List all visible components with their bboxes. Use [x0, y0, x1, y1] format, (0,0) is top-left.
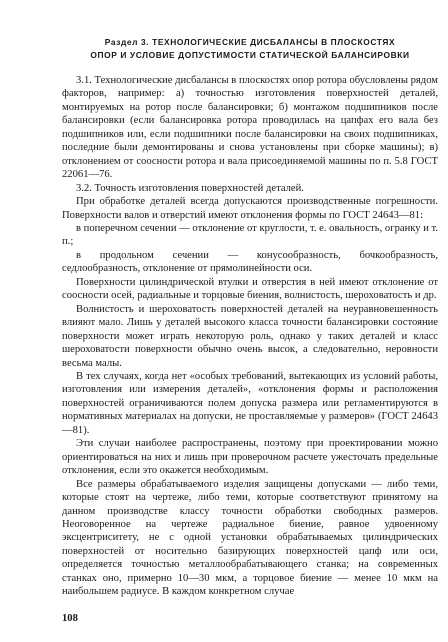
paragraph: Волнистость и шероховатость поверхностей деталей на неуравновешенность влияют мало. Лишь у деталей высокого класса точности балансировки состояние поверхности может играть некоторую роль, однако у таких деталей и класс шероховатости поверхности обычно очень высок, а следовательно, неровности весьма малы.: [62, 303, 438, 369]
paragraph: в продольном сечении — конусообразность, бочкообразность, седлообразность, отклонение от прямолинейности оси.: [62, 249, 438, 275]
paragraph: в поперечном сечении — отклонение от круглости, т. е. овальность, огранку и т. п.;: [62, 222, 438, 248]
paragraph: Эти случаи наиболее распространены, поэтому при проектировании можно ориентироваться на них и лишь при проверочном расчете ужесточать предельные отклонения, если это окажется необходимым.: [62, 438, 438, 477]
paragraph: В тех случаях, когда нет «особых требований, вытекающих из условий работы, изготовления или измерения деталей», «отклонения формы и расположения поверхностей ограничиваются полем допуска размера или регламентируются в нормативных материалах на допуски, не проставляемые у размеров» (ГОСТ 24643—81).: [62, 370, 438, 436]
paragraph: При обработке деталей всегда допускаются производственные погрешности. Поверхности валов и отверстий имеют отклонения формы по ГОСТ 24643—81:: [62, 196, 438, 221]
section-heading: [62, 36, 438, 62]
paragraph: Все размеры обрабатываемого изделия защищены допусками — либо теми, которые стоят на чертеже, либо теми, которые соответствуют принятому на данном производстве классу точности обработки свободных размеров. Неоговоренное на чертеже радиальное биение, равное удвоенному эксцентриситету, не с одной установки обрабатываемых цилиндрических поверхностей от носительно базирующих поверхностей цапф или оси, определяется точностью металлообрабатывающего станка; на современных станках оно, примерно 10—30 мкм, а торцовое биение — менее 10 мкм на наибольшем радиусе. В каждом конкретном случае: [62, 478, 438, 598]
heading-line-2: ОПОР И УСЛОВИЕ ДОПУСТИМОСТИ СТАТИЧЕСКОЙ БАЛАНСИРОВКИ: [90, 50, 410, 60]
body-text: [62, 74, 438, 599]
paragraph: Поверхности цилиндрической втулки и отверстия в ней имеют отклонение от соосности осей, радиальные и торцовые биения, волнистость, шероховатость и др.: [62, 276, 438, 302]
heading-line-1: Раздел 3. ТЕХНОЛОГИЧЕСКИЕ ДИСБАЛАНСЫ В ПЛОСКОСТЯХ: [104, 37, 396, 47]
paragraph: 3.2. Точность изготовления поверхностей деталей.: [76, 182, 304, 194]
paragraph: 3.1. Технологические дисбалансы в плоскостях опор ротора обусловлены рядом факторов, например: а) точностью изготовления поверхностей деталей, монтируемых на ротор после балансировки; б) монтажом подшипников после балансировки (если балансировка ротора проводилась на цапфах его вала без подшипников или, если подшипники после балансировки на своих подшипниках, последние были демонтированы и снова установлены при сборке машины); в) отклонением от соосности ротора и вала присоединяемой машины по п. 5.8 ГОСТ 22061—76.: [62, 75, 438, 181]
page-number: 108: [62, 613, 78, 624]
